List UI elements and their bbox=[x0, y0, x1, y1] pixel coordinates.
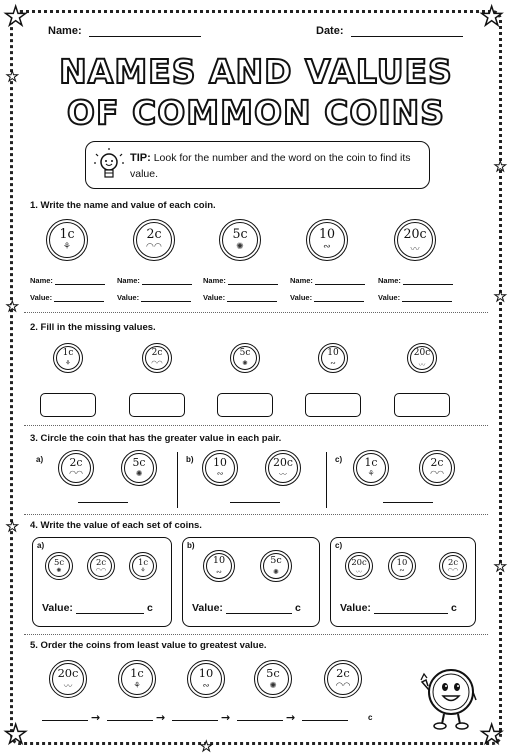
page-title-line1: NAMES AND VALUES bbox=[59, 52, 453, 91]
section1-heading: 1. Write the name and value of each coin. bbox=[30, 200, 216, 211]
star-icon: ★ bbox=[4, 720, 28, 750]
value-label: Value: bbox=[378, 293, 401, 302]
name-label: Name: bbox=[203, 276, 226, 285]
tip-box bbox=[85, 141, 430, 189]
name-answer-field bbox=[30, 276, 105, 285]
star-icon: ★ bbox=[480, 720, 504, 750]
section5-heading: 5. Order the coins from least value to greatest value. bbox=[30, 640, 267, 651]
unit-label: c bbox=[146, 602, 153, 614]
value-answer-field bbox=[378, 293, 452, 302]
section-divider bbox=[24, 312, 488, 313]
coin-5c-icon[interactable] bbox=[45, 552, 73, 580]
name-label: Name: bbox=[48, 25, 82, 37]
coin-10-icon[interactable] bbox=[306, 219, 348, 261]
coin-value-label: 1c bbox=[364, 456, 378, 470]
star-icon: ★ bbox=[6, 519, 19, 535]
section4-heading: 4. Write the value of each set of coins. bbox=[30, 520, 202, 531]
arrow-icon: → bbox=[221, 711, 231, 724]
coin-value-label: 10 bbox=[198, 666, 214, 681]
coin-10-icon[interactable] bbox=[388, 552, 416, 580]
coin-10-icon[interactable] bbox=[203, 550, 235, 582]
coin-10-icon[interactable] bbox=[318, 343, 348, 373]
arrow-icon: → bbox=[91, 711, 101, 724]
coin-value-label: 5c bbox=[132, 456, 146, 470]
name-answer-line[interactable] bbox=[228, 278, 278, 285]
value-label: Value: bbox=[290, 293, 313, 302]
set-label: a) bbox=[37, 541, 45, 550]
coin-emblem-icon: 〰 bbox=[418, 362, 426, 369]
name-label: Name: bbox=[117, 276, 140, 285]
coin-emblem-icon: ⚘ bbox=[62, 241, 72, 251]
coin-emblem-icon: ∾ bbox=[216, 469, 224, 478]
coin-emblem-icon: ◠◠ bbox=[447, 567, 459, 574]
unit-label: c bbox=[368, 713, 373, 722]
pair-label: b) bbox=[186, 455, 194, 464]
coin-emblem-icon: ◠◠ bbox=[151, 360, 163, 367]
coin-emblem-icon: ∾ bbox=[216, 569, 222, 576]
coin-mascot-icon bbox=[418, 662, 478, 730]
coin-20c-icon[interactable] bbox=[407, 343, 437, 373]
star-icon: ★ bbox=[200, 739, 213, 755]
coin-emblem-icon: ◠◠ bbox=[335, 680, 351, 690]
name-answer-field bbox=[378, 276, 453, 285]
value-answer-box[interactable] bbox=[217, 393, 273, 417]
coin-value-label: 10 bbox=[318, 225, 336, 241]
tip-body: Look for the number and the word on the coin to find its value. bbox=[130, 152, 411, 180]
set-value-field bbox=[42, 602, 153, 614]
coin-20c-icon[interactable] bbox=[49, 660, 87, 698]
coin-emblem-icon: ∾ bbox=[399, 567, 405, 574]
date-field[interactable] bbox=[316, 25, 463, 37]
section3-heading: 3. Circle the coin that has the greater value in each pair. bbox=[30, 433, 282, 444]
coin-value-label: 1c bbox=[137, 556, 149, 567]
value-answer-line[interactable] bbox=[314, 295, 364, 302]
coin-value-label: 20c bbox=[57, 666, 79, 681]
star-icon: ★ bbox=[480, 2, 504, 32]
coin-5c-icon[interactable] bbox=[260, 550, 292, 582]
coin-emblem-icon: ⚘ bbox=[65, 360, 71, 367]
coin-20c-icon[interactable] bbox=[265, 450, 301, 486]
order-answer-line[interactable] bbox=[237, 720, 283, 721]
tip-text bbox=[130, 150, 420, 182]
order-answer-line[interactable] bbox=[42, 720, 88, 721]
value-answer-line[interactable] bbox=[226, 604, 292, 614]
name-label: Name: bbox=[378, 276, 401, 285]
name-answer-line[interactable] bbox=[403, 278, 453, 285]
order-answer-line[interactable] bbox=[107, 720, 153, 721]
coin-value-label: 5c bbox=[266, 666, 280, 681]
coin-emblem-icon: ⚘ bbox=[367, 469, 375, 478]
value-label: Value: bbox=[30, 293, 53, 302]
coin-emblem-icon: ✺ bbox=[236, 241, 244, 251]
value-answer-field bbox=[203, 293, 277, 302]
coin-2c-icon[interactable] bbox=[58, 450, 94, 486]
coin-emblem-icon: 〰 bbox=[355, 569, 363, 576]
arrow-icon: → bbox=[286, 711, 296, 724]
coin-emblem-icon: ✺ bbox=[135, 469, 143, 478]
coin-value-label: 5c bbox=[53, 556, 65, 567]
coin-value-label: 2c bbox=[95, 556, 107, 567]
coin-emblem-icon: 〰 bbox=[279, 470, 287, 479]
pair-divider bbox=[177, 452, 178, 508]
value-label: Value: bbox=[192, 602, 223, 614]
name-answer-line[interactable] bbox=[142, 278, 192, 285]
coin-10-icon[interactable] bbox=[202, 450, 238, 486]
coin-value-label: 10 bbox=[396, 556, 408, 567]
coin-value-label: 20c bbox=[413, 348, 431, 359]
coin-emblem-icon: 〰 bbox=[410, 244, 420, 254]
value-answer-field bbox=[117, 293, 191, 302]
value-answer-box[interactable] bbox=[40, 393, 96, 417]
coin-emblem-icon: ◠◠ bbox=[145, 241, 163, 251]
set-value-field bbox=[192, 602, 301, 614]
coin-value-label: 5c bbox=[270, 555, 282, 567]
name-field[interactable] bbox=[48, 25, 201, 37]
coin-emblem-icon: ∾ bbox=[330, 360, 336, 367]
date-label: Date: bbox=[316, 25, 344, 37]
value-label: Value: bbox=[42, 602, 73, 614]
value-answer-line[interactable] bbox=[374, 604, 448, 614]
value-answer-field bbox=[290, 293, 364, 302]
coin-5c-icon[interactable] bbox=[219, 219, 261, 261]
coin-1c-icon[interactable] bbox=[129, 552, 157, 580]
coin-emblem-icon: ✺ bbox=[242, 360, 248, 367]
coin-value-label: 1c bbox=[62, 348, 74, 359]
section-divider bbox=[24, 425, 488, 426]
order-answer-line[interactable] bbox=[302, 720, 348, 721]
value-label: Value: bbox=[117, 293, 140, 302]
name-label: Name: bbox=[30, 276, 53, 285]
name-line[interactable] bbox=[89, 26, 201, 37]
coin-2c-icon[interactable] bbox=[324, 660, 362, 698]
value-answer-field bbox=[30, 293, 104, 302]
star-icon: ★ bbox=[6, 69, 19, 85]
coin-value-label: 2c bbox=[447, 556, 459, 567]
coin-value-label: 10 bbox=[212, 555, 226, 567]
section2-heading: 2. Fill in the missing values. bbox=[30, 322, 156, 333]
value-answer-line[interactable] bbox=[54, 295, 104, 302]
coin-emblem-icon: ∾ bbox=[202, 680, 210, 690]
coin-value-label: 2c bbox=[151, 348, 163, 359]
coin-value-label: 20c bbox=[403, 225, 427, 241]
coin-value-label: 2c bbox=[69, 456, 83, 470]
value-answer-box[interactable] bbox=[129, 393, 185, 417]
date-line[interactable] bbox=[351, 26, 463, 37]
coin-value-label: 20c bbox=[351, 556, 367, 567]
coin-5c-icon[interactable] bbox=[121, 450, 157, 486]
value-answer-box[interactable] bbox=[305, 393, 361, 417]
coin-value-label: 1c bbox=[59, 225, 75, 241]
star-icon: ★ bbox=[494, 559, 507, 575]
coin-10-icon[interactable] bbox=[187, 660, 225, 698]
coin-emblem-icon: ✺ bbox=[56, 567, 62, 574]
coin-value-label: 2c bbox=[146, 225, 162, 241]
star-icon: ★ bbox=[6, 299, 19, 315]
coin-20c-icon[interactable] bbox=[394, 219, 436, 261]
value-answer-line[interactable] bbox=[227, 295, 277, 302]
coin-emblem-icon: ✺ bbox=[273, 569, 279, 576]
coin-emblem-icon: ◠◠ bbox=[95, 567, 107, 574]
coin-5c-icon[interactable] bbox=[254, 660, 292, 698]
unit-label: c bbox=[450, 602, 457, 614]
arrow-icon: → bbox=[156, 711, 166, 724]
value-answer-line[interactable] bbox=[141, 295, 191, 302]
star-icon: ★ bbox=[4, 2, 28, 32]
coin-value-label: 2c bbox=[336, 666, 350, 681]
star-icon: ★ bbox=[494, 289, 507, 305]
answer-line[interactable] bbox=[383, 502, 433, 503]
answer-line[interactable] bbox=[78, 502, 128, 503]
lightbulb-icon bbox=[94, 148, 124, 186]
coin-value-label: 2c bbox=[430, 456, 444, 470]
coin-1c-icon[interactable] bbox=[46, 219, 88, 261]
value-answer-line[interactable] bbox=[76, 604, 144, 614]
name-answer-field bbox=[203, 276, 278, 285]
value-label: Value: bbox=[340, 602, 371, 614]
pair-label: c) bbox=[335, 455, 343, 464]
order-answer-line[interactable] bbox=[172, 720, 218, 721]
coin-emblem-icon: ⚘ bbox=[140, 567, 146, 574]
coin-value-label: 10 bbox=[213, 456, 227, 470]
pair-label: a) bbox=[36, 455, 44, 464]
value-label: Value: bbox=[203, 293, 226, 302]
coin-20c-icon[interactable] bbox=[345, 552, 373, 580]
value-answer-box[interactable] bbox=[394, 393, 450, 417]
coin-emblem-icon: ◠◠ bbox=[430, 469, 444, 478]
set-value-field bbox=[340, 602, 457, 614]
name-label: Name: bbox=[290, 276, 313, 285]
set-label: b) bbox=[187, 541, 195, 550]
pair-divider bbox=[326, 452, 327, 508]
name-answer-field bbox=[117, 276, 192, 285]
coin-emblem-icon: 〰 bbox=[63, 681, 73, 691]
set-label: c) bbox=[335, 541, 343, 550]
coin-2c-icon[interactable] bbox=[142, 343, 172, 373]
section-divider bbox=[24, 634, 488, 635]
coin-value-label: 5c bbox=[232, 225, 248, 241]
coin-emblem-icon: ✺ bbox=[269, 680, 277, 690]
coin-value-label: 1c bbox=[130, 666, 144, 681]
value-answer-line[interactable] bbox=[402, 295, 452, 302]
coin-1c-icon[interactable] bbox=[353, 450, 389, 486]
star-icon: ★ bbox=[494, 159, 507, 175]
coin-2c-icon[interactable] bbox=[439, 552, 467, 580]
coin-5c-icon[interactable] bbox=[230, 343, 260, 373]
coin-1c-icon[interactable] bbox=[118, 660, 156, 698]
section-divider bbox=[24, 514, 488, 515]
coin-emblem-icon: ⚘ bbox=[133, 680, 141, 690]
tip-label: TIP: bbox=[130, 152, 151, 164]
answer-line[interactable] bbox=[230, 502, 280, 503]
coin-2c-icon[interactable] bbox=[419, 450, 455, 486]
coin-value-label: 5c bbox=[239, 348, 251, 359]
coin-emblem-icon: ∾ bbox=[323, 241, 331, 251]
coin-2c-icon[interactable] bbox=[133, 219, 175, 261]
coin-emblem-icon: ◠◠ bbox=[69, 469, 83, 478]
name-answer-field bbox=[290, 276, 365, 285]
name-answer-line[interactable] bbox=[55, 278, 105, 285]
coin-value-label: 10 bbox=[327, 348, 339, 359]
page-title-line2: OF COMMON COINS bbox=[66, 93, 446, 132]
name-answer-line[interactable] bbox=[315, 278, 365, 285]
coin-1c-icon[interactable] bbox=[53, 343, 83, 373]
coin-2c-icon[interactable] bbox=[87, 552, 115, 580]
coin-value-label: 20c bbox=[273, 456, 293, 470]
unit-label: c bbox=[294, 602, 301, 614]
